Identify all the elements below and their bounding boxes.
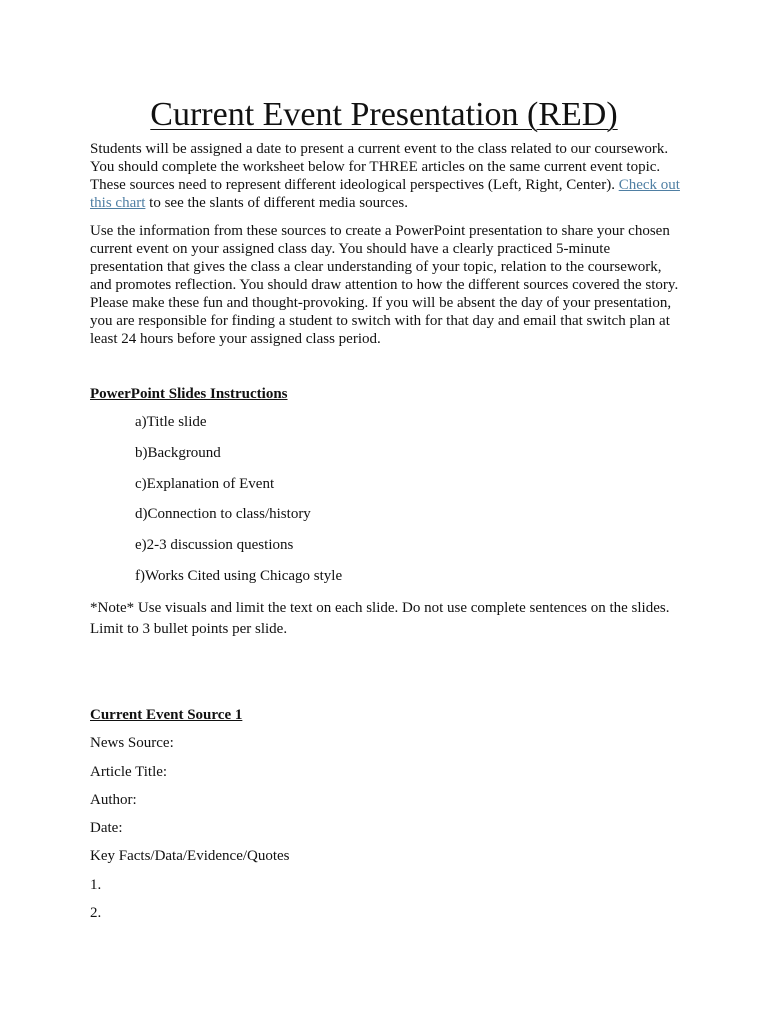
- author-label: Author:: [90, 792, 137, 808]
- slide-instruction-item: f)Works Cited using Chicago style: [135, 568, 343, 584]
- key-facts-label: Key Facts/Data/Evidence/Quotes: [90, 848, 290, 864]
- slide-instruction-item: e)2-3 discussion questions: [135, 537, 294, 553]
- intro-text: Students will be assigned a date to present a current event to the class related to our coursework. You should complete the worksheet below for THREE articles on the same current event topic. These sources need to represent different ideological perspectives (Left, Right, Center).: [90, 141, 669, 193]
- intro-text-end: to see the slants of different media sources.: [145, 195, 408, 211]
- fact-number-2: 2.: [90, 905, 102, 921]
- article-title-label: Article Title:: [90, 764, 168, 780]
- slides-note: *Note* Use visuals and limit the text on each slide. Do not use complete sentences on the slides. Limit to 3 bullet points per slide.: [90, 600, 670, 637]
- slide-instruction-item: a)Title slide: [135, 414, 207, 430]
- slide-instruction-item: d)Connection to class/history: [135, 506, 311, 522]
- presentation-paragraph: Use the information from these sources to create a PowerPoint presentation to share your chosen current event on your assigned class day. You should have a clearly practiced 5-minute presentation that gives the class a clear understanding of your topic, relation to the coursework, and promotes reflection. You should draw attention to how the different sources covered the story. Please make these fun and thought-provoking. If you will be absent the day of your presentation, you are responsible for finding a student to switch with for that day and email that switch plan at least 24 hours before your assigned class period.: [90, 223, 679, 347]
- source-1-heading: Current Event Source 1: [90, 707, 243, 723]
- date-label: Date:: [90, 820, 123, 836]
- slides-instructions-heading: PowerPoint Slides Instructions: [90, 386, 288, 402]
- fact-number-1: 1.: [90, 877, 102, 893]
- page-title: Current Event Presentation (RED): [150, 96, 618, 133]
- intro-paragraph: [90, 140, 680, 212]
- news-source-label: News Source:: [90, 735, 174, 751]
- slide-instruction-item: c)Explanation of Event: [135, 476, 275, 492]
- media-bias-chart-link[interactable]: Check out this chart: [90, 177, 680, 211]
- slide-instruction-item: b)Background: [135, 445, 221, 461]
